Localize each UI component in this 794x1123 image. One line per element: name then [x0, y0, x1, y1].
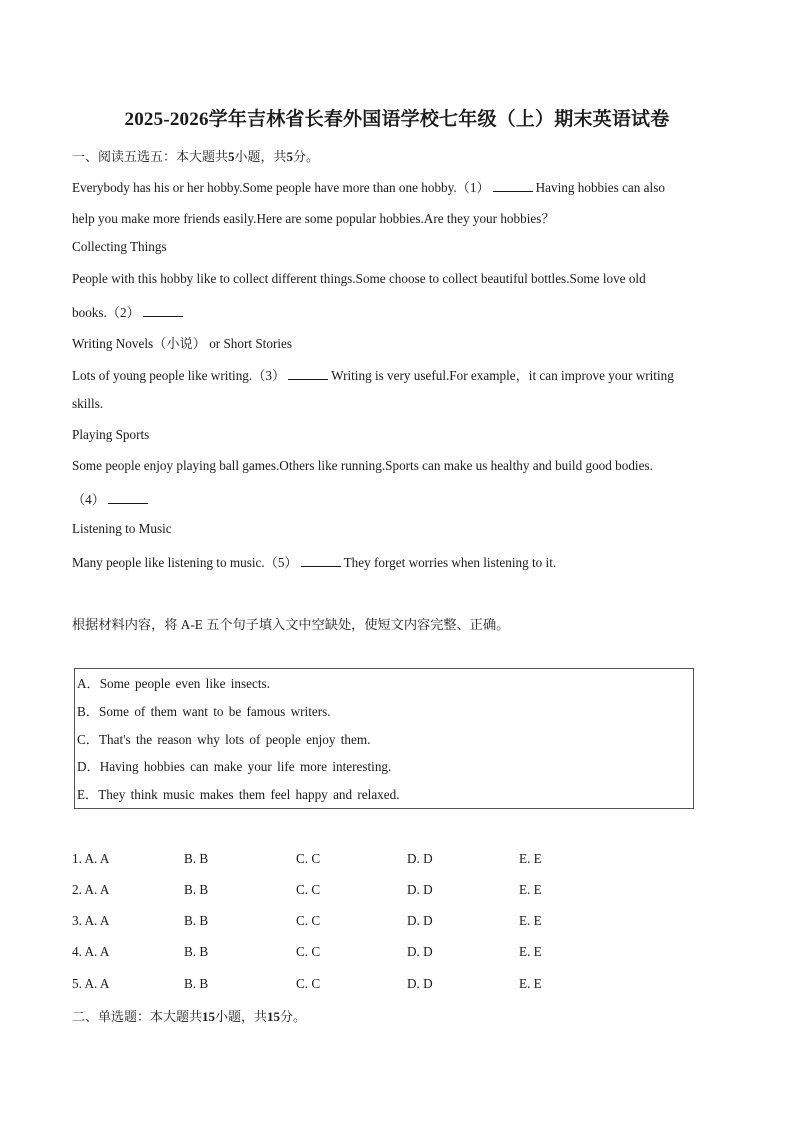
blank-4 — [108, 492, 148, 504]
answer-row-5 — [72, 976, 632, 994]
choice-e[interactable]: E. E — [519, 882, 542, 897]
option-d: D．Having hobbies can make your life more interesting. — [77, 759, 392, 774]
exam-title: 2025-2026学年吉林省长春外国语学校七年级（上）期末英语试卷 — [124, 109, 670, 130]
instruction-text: 根据材料内容，将 A-E 五个句子填入文中空缺处，使短文内容完整、正确。 — [72, 617, 510, 632]
choice-a[interactable]: 2. A. A — [72, 882, 110, 897]
passage-line-6: skills. — [72, 396, 104, 411]
blank-3 — [288, 368, 328, 380]
answer-row-2 — [72, 882, 632, 900]
passage-text: Many people like listening to music.（5） — [72, 555, 298, 570]
choice-b[interactable]: B. B — [184, 882, 209, 897]
choice-c[interactable]: C. C — [296, 944, 321, 959]
section-2-prefix: 二、单选题：本大题共 — [72, 1009, 203, 1024]
choice-e[interactable]: E. E — [519, 976, 542, 991]
choice-a[interactable]: 3. A. A — [72, 913, 110, 928]
choice-a[interactable]: 1. A. A — [72, 851, 110, 866]
heading-music: Listening to Music — [72, 521, 172, 536]
passage-text: （4） — [72, 492, 105, 507]
choice-d[interactable]: D. D — [407, 851, 433, 866]
passage-line-7: Some people enjoy playing ball games.Others like running.Sports can make us healthy and build good bodies. — [72, 458, 653, 473]
section-1-mid: 小题，共 — [234, 149, 287, 164]
option-e: E．They think music makes them feel happy and relaxed. — [77, 787, 400, 802]
passage-text: Everybody has his or her hobby.Some people have more than one hobby.（1） — [72, 180, 490, 195]
section-1-suffix: 分。 — [293, 149, 320, 164]
choice-e[interactable]: E. E — [519, 913, 542, 928]
blank-2 — [143, 305, 183, 317]
answer-row-3 — [72, 913, 632, 931]
passage-line-5 — [72, 365, 674, 384]
heading-writing: Writing Novels（小说） or Short Stories — [72, 336, 292, 351]
section-1-prefix: 一、阅读五选五：本大题共 — [72, 149, 229, 164]
passage-line-9 — [72, 552, 556, 571]
passage-text: books.（2） — [72, 305, 140, 320]
section-2-heading — [72, 1006, 306, 1025]
choice-b[interactable]: B. B — [184, 851, 209, 866]
answer-row-1 — [72, 851, 632, 869]
section-2-suffix: 分。 — [280, 1009, 307, 1024]
blank-1 — [493, 180, 533, 192]
choice-d[interactable]: D. D — [407, 976, 433, 991]
option-c: C．That's the reason why lots of people enjoy them. — [77, 732, 371, 747]
heading-sports: Playing Sports — [72, 427, 150, 442]
section-2-mid: 小题，共 — [215, 1009, 268, 1024]
choice-e[interactable]: E. E — [519, 944, 542, 959]
choice-c[interactable]: C. C — [296, 882, 321, 897]
passage-text: Writing is very useful.For example，it can improve your writing — [331, 368, 674, 383]
option-a: A．Some people even like insects. — [77, 676, 270, 691]
passage-line-8 — [72, 489, 151, 508]
choice-c[interactable]: C. C — [296, 851, 321, 866]
passage-line-1 — [72, 177, 665, 196]
choice-c[interactable]: C. C — [296, 913, 321, 928]
choice-d[interactable]: D. D — [407, 913, 433, 928]
choice-b[interactable]: B. B — [184, 944, 209, 959]
section-2-score: 15 — [267, 1009, 281, 1024]
passage-text: They forget worries when listening to it. — [343, 555, 557, 570]
choice-d[interactable]: D. D — [407, 882, 433, 897]
passage-text: Lots of young people like writing.（3） — [72, 368, 286, 383]
section-1-heading — [72, 146, 319, 165]
passage-line-3: People with this hobby like to collect different things.Some choose to collect beautiful bottles.Some love old — [72, 271, 646, 286]
choice-b[interactable]: B. B — [184, 976, 209, 991]
choice-c[interactable]: C. C — [296, 976, 321, 991]
answer-row-4 — [72, 944, 632, 962]
option-b: B．Some of them want to be famous writers. — [77, 704, 331, 719]
section-1-score: 5 — [286, 149, 294, 164]
choice-a[interactable]: 4. A. A — [72, 944, 110, 959]
blank-5 — [301, 555, 341, 567]
heading-collecting: Collecting Things — [72, 239, 167, 254]
choice-a[interactable]: 5. A. A — [72, 976, 110, 991]
passage-line-4 — [72, 302, 186, 321]
passage-text: Having hobbies can also — [535, 180, 665, 195]
choice-e[interactable]: E. E — [519, 851, 542, 866]
section-1-count: 5 — [228, 149, 235, 164]
section-2-count: 15 — [202, 1009, 216, 1024]
options-box — [74, 668, 694, 809]
choice-b[interactable]: B. B — [184, 913, 209, 928]
passage-line-2: help you make more friends easily.Here are some popular hobbies.Are they your hobbies？ — [72, 211, 555, 226]
choice-d[interactable]: D. D — [407, 944, 433, 959]
